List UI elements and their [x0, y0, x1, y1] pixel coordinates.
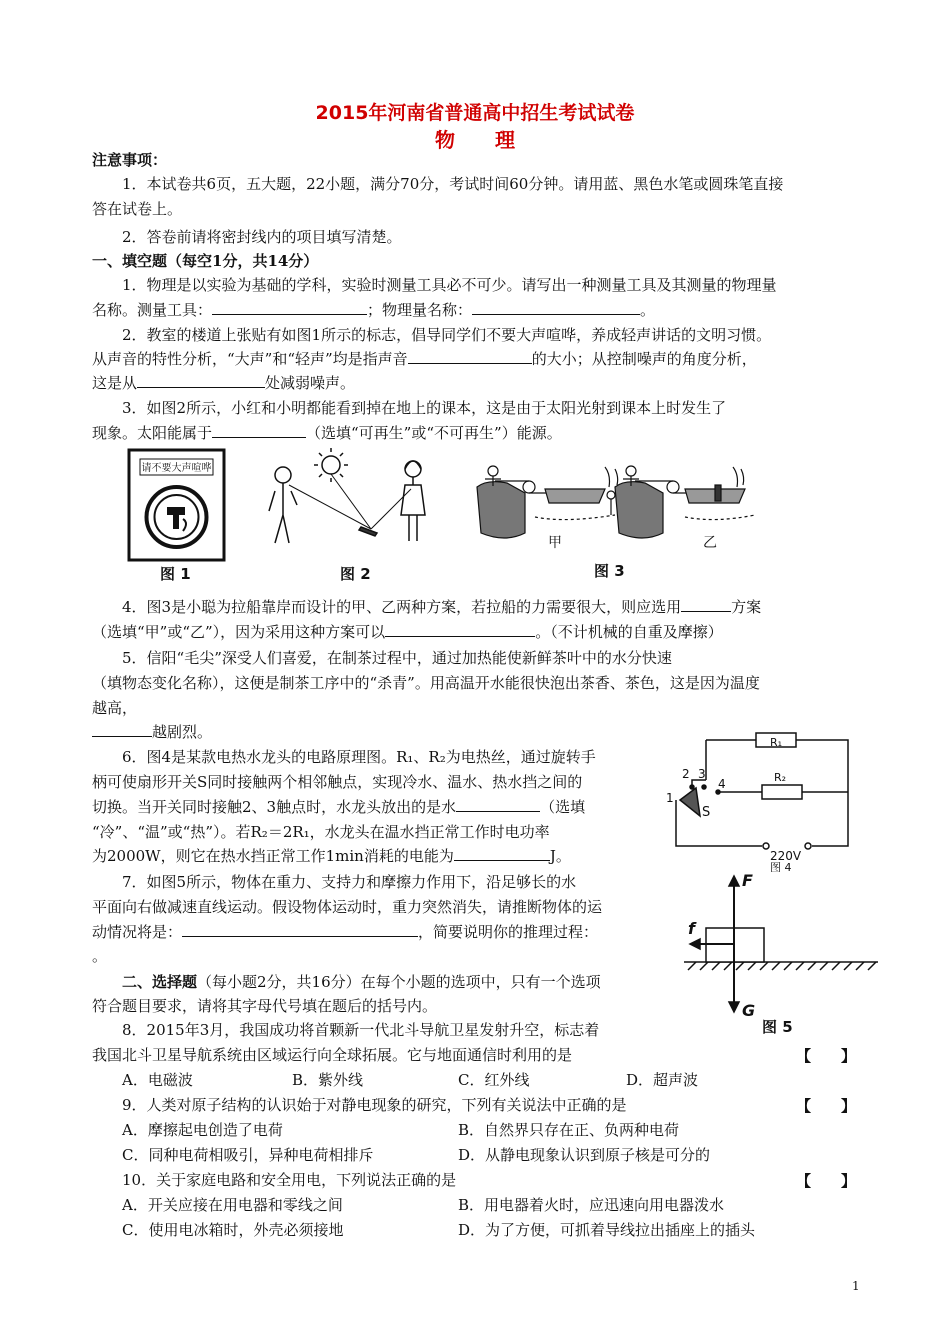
fig4-switch-label: S — [702, 805, 711, 820]
q1-blank-tool[interactable] — [212, 300, 367, 315]
q7c-prefix: 动情况将是： — [92, 923, 183, 941]
q2-blank-characteristic[interactable] — [408, 349, 532, 364]
notice-item-1b: 答在试卷上。 — [92, 200, 183, 218]
q6c-prefix: 切换。当开关同时接触2、3触点时，水龙头放出的是水 — [92, 798, 457, 816]
q2-end: 的大小；从控制噪声的角度分析， — [531, 350, 757, 368]
q8-option-a: A．电磁波 — [122, 1071, 193, 1089]
fig2-illustration — [269, 448, 425, 543]
q10-stem: 10．关于家庭电路和安全用电，下列说法正确的是 — [122, 1171, 457, 1189]
section2-heading: 二、选择题 — [122, 973, 198, 991]
q2-line-b — [92, 349, 757, 369]
notice-heading: 注意事项： — [92, 151, 168, 169]
q1-line-a: 1．物理是以实验为基础的学科，实验时测量工具必不可少。请写出一种测量工具及其测量的物理量 — [122, 276, 777, 294]
notice-item-1a: 1．本试卷共6页，五大题，22小题，满分70分，考试时间60分钟。请用蓝、黑色水笔或圆珠笔直接 — [122, 175, 784, 193]
q2-line-a: 2．教室的楼道上张贴有如图1所示的标志，倡导同学们不要大声喧哗，养成轻声讲话的文明习惯。 — [122, 326, 772, 344]
q7-line-d: 。 — [92, 947, 108, 965]
q8-option-c: C．红外线 — [458, 1071, 530, 1089]
exam-title: 2015年河南省普通高中招生考试试卷 — [315, 102, 635, 124]
q1-end: 。 — [640, 301, 656, 319]
q10-option-a: A．开关应接在用电器和零线之间 — [122, 1196, 343, 1214]
q3-line-b — [92, 423, 562, 443]
q4-prefix: 4．图3是小聪为拉船靠岸而设计的甲、乙两种方案，若拉船的力需要很大，则应选用 — [122, 598, 682, 616]
section1-heading: 一、填空题（每空1分，共14分） — [92, 252, 319, 270]
fig5-forces — [682, 870, 882, 1040]
fig5-force-f: f — [688, 919, 695, 938]
page-number: 1 — [852, 1279, 860, 1293]
exam-subject: 物 理 — [435, 128, 515, 152]
fig5-caption: 图 5 — [762, 1018, 793, 1036]
fig4-caption: 图 4 — [770, 861, 792, 872]
q3-prefix: 现象。太阳能属于 — [92, 424, 213, 442]
q1-mid: ；物理量名称： — [367, 301, 473, 319]
q10-answer-bracket[interactable]: 【 】 — [796, 1172, 857, 1190]
q4-end: 方案 — [731, 598, 762, 616]
q6e-prefix: 为2000W，则它在热水挡正常工作1min消耗的电能为 — [92, 847, 454, 865]
q6-blank-water[interactable] — [456, 797, 540, 812]
fig4-contact-1: 1 — [666, 791, 674, 805]
q9-option-a: A．摩擦起电创造了电荷 — [122, 1121, 283, 1139]
fig1-caption: 图 1 — [160, 565, 191, 583]
q8-answer-bracket[interactable]: 【 】 — [796, 1047, 857, 1065]
q9-answer-bracket[interactable]: 【 】 — [796, 1097, 857, 1115]
fig4-r2-label: R₂ — [774, 771, 787, 784]
q7-line-b: 平面向右做减速直线运动。假设物体运动时，重力突然消失，请推断物体的运 — [92, 898, 603, 916]
section2-intro-a — [122, 972, 601, 992]
q9-stem: 9．人类对原子结构的认识始于对静电现象的研究，下列有关说法中正确的是 — [122, 1096, 627, 1114]
q3-end: （选填“可再生”或“不可再生”）能源。 — [306, 424, 562, 442]
q6-line-e — [92, 846, 571, 866]
section2-intro-text: （每小题2分，共16分）在每个小题的选项中，只有一个选项 — [197, 973, 601, 991]
q4-blank-reason[interactable] — [385, 622, 535, 637]
q1-line-b — [92, 300, 655, 320]
q5-line-d — [92, 722, 212, 742]
q2-blank-location[interactable] — [137, 373, 265, 388]
fig4-contact-3: 3 — [698, 767, 706, 781]
q2-prefix: 从声音的特性分析，“大声”和“轻声”均是指声音 — [92, 350, 408, 368]
q8-line-a: 8．2015年3月，我国成功将首颗新一代北斗导航卫星发射升空，标志着 — [122, 1021, 600, 1039]
q8-option-d: D．超声波 — [626, 1071, 699, 1089]
q7-line-a: 7．如图5所示，物体在重力、支持力和摩擦力作用下，沿足够长的水 — [122, 873, 577, 891]
q2-line-c — [92, 373, 355, 393]
q6e-end: J。 — [549, 847, 571, 865]
fig5-force-F: F — [742, 871, 753, 890]
q8-option-b: B．紫外线 — [292, 1071, 364, 1089]
q1-blank-quantity[interactable] — [472, 300, 640, 315]
q4-line-a — [122, 597, 761, 617]
q2c-prefix: 这是从 — [92, 374, 138, 392]
notice-item-2: 2．答卷前请将密封线内的项目填写清楚。 — [122, 228, 402, 246]
section2-intro-b: 符合题目要求，请将其字母代号填在题后的括号内。 — [92, 997, 438, 1015]
q5-end: 越剧烈。 — [152, 723, 213, 741]
fig4-circuit — [662, 732, 852, 872]
q7-blank-motion[interactable] — [182, 922, 418, 937]
q8-line-b: 我国北斗卫星导航系统由区域运行向全球拓展。它与地面通信时利用的是 — [92, 1046, 573, 1064]
q6c-end: （选填 — [540, 798, 586, 816]
fig1-sign-text: 请不要大声喧哗 — [141, 463, 212, 474]
q10-option-c: C．使用电冰箱时，外壳必须接地 — [122, 1221, 344, 1239]
fig4-contact-2: 2 — [682, 767, 690, 781]
q5-blank-motion[interactable] — [92, 722, 152, 737]
q6-line-b: 柄可使扇形开关S同时接触两个相邻触点，实现冷水、温水、热水挡之间的 — [92, 773, 583, 791]
q4b-prefix: （选填“甲”或“乙”），因为采用这种方案可以 — [92, 623, 386, 641]
q9-option-c: C．同种电荷相吸引，异种电荷相排斥 — [122, 1146, 374, 1164]
fig1-sign — [129, 450, 224, 560]
figures-row — [125, 447, 755, 587]
q4b-end: 。（不计机械的自重及摩擦） — [535, 623, 723, 641]
q6-line-a: 6．图4是某款电热水龙头的电路原理图。R₁、R₂为电热丝，通过旋转手 — [122, 748, 596, 766]
fig5-force-G: G — [742, 1001, 756, 1020]
q2c-end: 处减弱噪声。 — [265, 374, 356, 392]
fig2-caption: 图 2 — [340, 565, 371, 583]
q6-line-c — [92, 797, 585, 817]
fig3-jia-label: 甲 — [548, 535, 562, 551]
fig4-contact-4: 4 — [718, 777, 726, 791]
q10-option-d: D．为了方便，可抓着导线拉出插座上的插头 — [458, 1221, 756, 1239]
q6-line-d: “冷”、“温”或“热”）。若R₂＝2R₁，水龙头在温水挡正常工作时电功率 — [92, 823, 550, 841]
q3-blank-energy[interactable] — [212, 423, 306, 438]
q5-line-c: 越高， — [92, 699, 138, 717]
fig3-caption: 图 3 — [594, 562, 625, 580]
fig4-r1-label: R₁ — [770, 736, 783, 749]
q7-line-c — [92, 922, 598, 942]
q5-line-b: （填物态变化名称），这便是制茶工序中的“杀青”。用高温开水能很快泡出茶香、茶色，这是因为温度 — [92, 674, 760, 692]
q10-option-b: B．用电器着火时，应迅速向用电器泼水 — [458, 1196, 725, 1214]
q4-line-b — [92, 622, 723, 642]
q9-option-b: B．自然界只存在正、负两种电荷 — [458, 1121, 680, 1139]
q4-blank-plan[interactable] — [681, 597, 731, 612]
fig3-illustration — [477, 466, 755, 538]
q7c-end: ，简要说明你的推理过程： — [418, 923, 599, 941]
fig3-yi-label: 乙 — [703, 535, 717, 551]
q5-line-a: 5．信阳“毛尖”深受人们喜爱，在制茶过程中，通过加热能使新鲜茶叶中的水分快速 — [122, 649, 672, 667]
fig4-voltage-label: 220V — [770, 849, 802, 863]
q1-prefix: 名称。测量工具： — [92, 301, 213, 319]
q3-line-a: 3．如图2所示，小红和小明都能看到掉在地上的课本，这是由于太阳光射到课本上时发生了 — [122, 399, 727, 417]
q6-blank-energy[interactable] — [454, 846, 550, 861]
q9-option-d: D．从静电现象认识到原子核是可分的 — [458, 1146, 711, 1164]
